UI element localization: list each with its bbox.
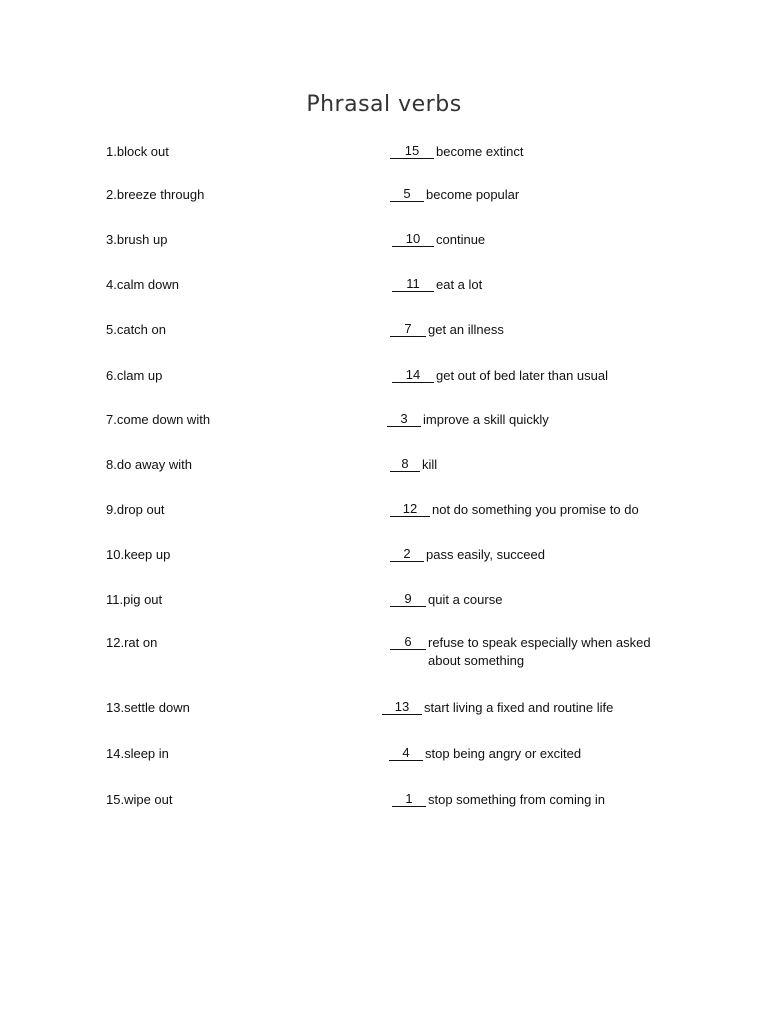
answer-pair xyxy=(392,367,676,385)
answer-blank: 6 xyxy=(390,634,426,650)
definition: improve a skill quickly xyxy=(423,412,549,427)
phrasal-verb: 13.settle down xyxy=(106,700,190,715)
answer-pair xyxy=(389,745,665,763)
answer-blank: 10 xyxy=(392,231,434,247)
answer-blank: 14 xyxy=(392,367,434,383)
phrasal-verb: 7.come down with xyxy=(106,412,211,427)
answer-pair xyxy=(390,546,666,564)
phrasal-verb: 11.pig out xyxy=(106,592,163,607)
phrasal-verb: 6.clam up xyxy=(106,368,163,383)
phrasal-verb: 2.breeze through xyxy=(106,187,205,202)
answer-pair xyxy=(390,186,666,204)
phrasal-verb: 1.block out xyxy=(106,144,169,159)
answer-pair xyxy=(392,231,676,249)
answer-blank: 13 xyxy=(382,699,422,715)
phrasal-verb: 10.keep up xyxy=(106,547,171,562)
answer-blank: 4 xyxy=(389,745,423,761)
answer-blank: 7 xyxy=(390,321,426,337)
answer-pair xyxy=(382,699,664,717)
phrasal-verb: 3.brush up xyxy=(106,232,168,247)
definition: kill xyxy=(422,457,438,472)
definition: stop something from coming in xyxy=(428,792,606,807)
definition: get out of bed later than usual xyxy=(436,368,609,383)
definition: become popular xyxy=(426,187,520,202)
answer-blank: 9 xyxy=(390,591,426,607)
answer-blank: 11 xyxy=(392,276,434,292)
answer-pair xyxy=(390,634,664,670)
answer-pair xyxy=(390,456,662,474)
answer-blank: 15 xyxy=(390,143,434,159)
phrasal-verb: 8.do away with xyxy=(106,457,192,472)
answer-pair xyxy=(392,791,668,809)
answer-blank: 5 xyxy=(390,186,424,202)
phrasal-verb: 9.drop out xyxy=(106,502,165,517)
definition: get an illness xyxy=(428,322,504,337)
answer-pair xyxy=(390,321,668,339)
answer-blank: 3 xyxy=(387,411,421,427)
definition: stop being angry or excited xyxy=(425,746,582,761)
definition: continue xyxy=(436,232,486,247)
definition: pass easily, succeed xyxy=(426,547,545,562)
definition: quit a course xyxy=(428,592,503,607)
definition: not do something you promise to do xyxy=(432,502,639,517)
answer-blank: 1 xyxy=(392,791,426,807)
answer-blank: 8 xyxy=(390,456,420,472)
phrasal-verb: 4.calm down xyxy=(106,277,179,292)
answer-pair xyxy=(390,143,676,161)
definition: become extinct xyxy=(436,144,524,159)
answer-pair xyxy=(387,411,663,429)
phrasal-verb: 15.wipe out xyxy=(106,792,173,807)
definition: refuse to speak especially when asked about something xyxy=(428,635,651,668)
phrasal-verb: 5.catch on xyxy=(106,322,166,337)
answer-blank: 2 xyxy=(390,546,424,562)
definition: start living a fixed and routine life xyxy=(424,700,614,715)
page-title: Phrasal verbs xyxy=(306,92,462,117)
answer-pair xyxy=(390,591,668,609)
answer-pair xyxy=(392,276,676,294)
phrasal-verb: 12.rat on xyxy=(106,635,158,650)
phrasal-verb: 14.sleep in xyxy=(106,746,169,761)
definition: eat a lot xyxy=(436,277,483,292)
answer-blank: 12 xyxy=(390,501,430,517)
answer-pair xyxy=(390,501,672,519)
